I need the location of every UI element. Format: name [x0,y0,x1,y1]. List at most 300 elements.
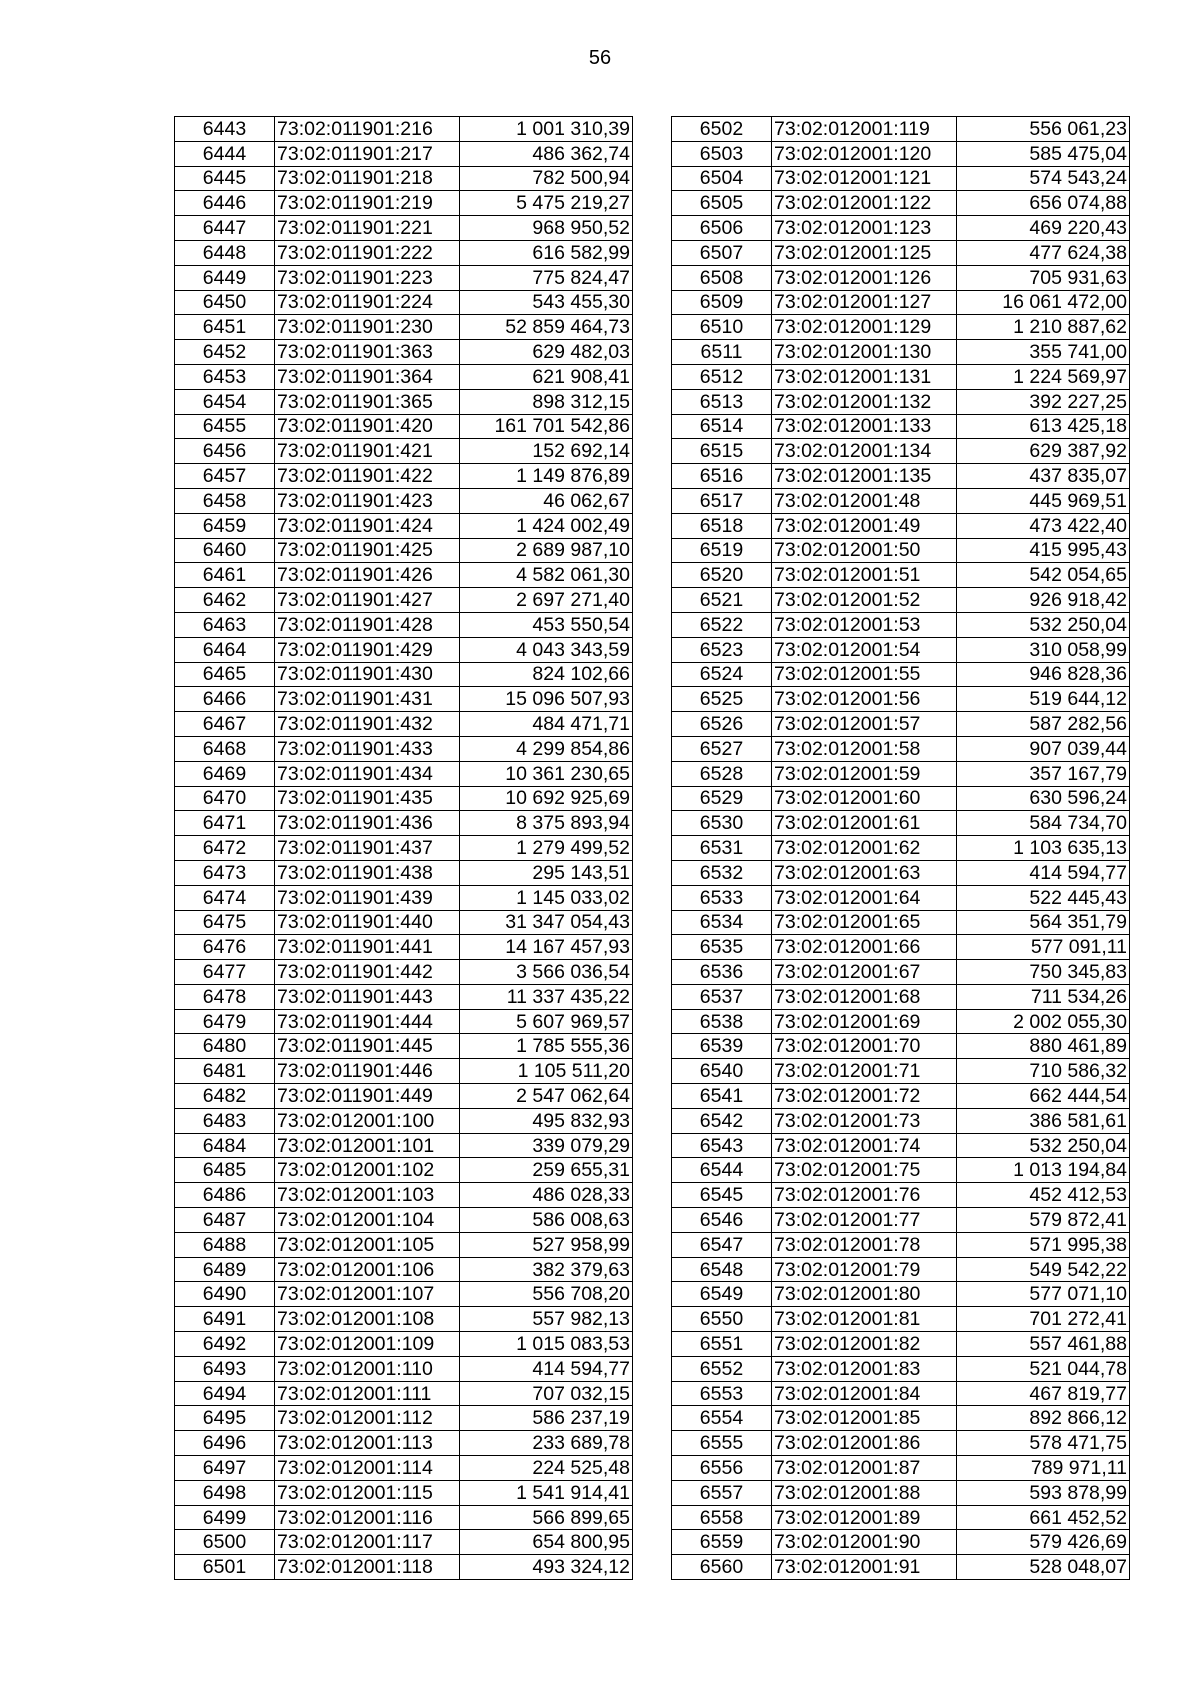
row-number-cell: 6517 [672,488,772,513]
cadastral-value-cell: 310 058,99 [957,637,1130,662]
row-number-cell: 6479 [175,1009,275,1034]
cadastral-number-cell: 73:02:012001:131 [772,364,957,389]
table-row [175,1555,633,1580]
cadastral-value-cell: 528 048,07 [957,1555,1130,1580]
row-number-cell: 6528 [672,761,772,786]
cadastral-value-cell: 1 279 499,52 [460,836,633,861]
cadastral-number-cell: 73:02:012001:86 [772,1431,957,1456]
row-number-cell: 6520 [672,563,772,588]
row-number-cell: 6489 [175,1257,275,1282]
cadastral-value-cell: 386 581,61 [957,1108,1130,1133]
table-row [175,1183,633,1208]
cadastral-value-cell: 484 471,71 [460,712,633,737]
cadastral-number-cell: 73:02:011901:449 [275,1084,460,1109]
cadastral-value-cell: 968 950,52 [460,216,633,241]
cadastral-number-cell: 73:02:012001:114 [275,1456,460,1481]
row-number-cell: 6504 [672,166,772,191]
cadastral-value-cell: 556 061,23 [957,117,1130,142]
cadastral-value-cell: 557 461,88 [957,1332,1130,1357]
table-row [672,1530,1130,1555]
cadastral-number-cell: 73:02:011901:424 [275,513,460,538]
row-number-cell: 6493 [175,1356,275,1381]
row-number-cell: 6463 [175,612,275,637]
cadastral-number-cell: 73:02:012001:129 [772,315,957,340]
cadastral-value-cell: 2 697 271,40 [460,588,633,613]
row-number-cell: 6474 [175,885,275,910]
table-row [175,191,633,216]
cadastral-number-cell: 73:02:011901:218 [275,166,460,191]
row-number-cell: 6459 [175,513,275,538]
cadastral-number-cell: 73:02:012001:55 [772,662,957,687]
row-number-cell: 6452 [175,340,275,365]
row-number-cell: 6473 [175,860,275,885]
row-number-cell: 6530 [672,811,772,836]
table-row [175,935,633,960]
row-number-cell: 6533 [672,885,772,910]
cadastral-number-cell: 73:02:012001:72 [772,1084,957,1109]
cadastral-number-cell: 73:02:011901:432 [275,712,460,737]
table-row [175,1307,633,1332]
table-row [672,464,1130,489]
table-row [175,414,633,439]
row-number-cell: 6444 [175,141,275,166]
table-row [672,340,1130,365]
table-row [672,1431,1130,1456]
cadastral-value-cell: 926 918,42 [957,588,1130,613]
cadastral-value-cell: 469 220,43 [957,216,1130,241]
table-row [672,315,1130,340]
table-row [672,885,1130,910]
row-number-cell: 6508 [672,265,772,290]
row-number-cell: 6558 [672,1505,772,1530]
cadastral-number-cell: 73:02:012001:135 [772,464,957,489]
table-row [175,1108,633,1133]
table-row [672,1257,1130,1282]
table-row [175,662,633,687]
cadastral-number-cell: 73:02:011901:223 [275,265,460,290]
row-number-cell: 6461 [175,563,275,588]
cadastral-number-cell: 73:02:012001:79 [772,1257,957,1282]
cadastral-value-cell: 473 422,40 [957,513,1130,538]
cadastral-number-cell: 73:02:012001:84 [772,1381,957,1406]
cadastral-value-cell: 339 079,29 [460,1133,633,1158]
table-row [175,538,633,563]
cadastral-number-cell: 73:02:012001:52 [772,588,957,613]
table-row [175,1208,633,1233]
cadastral-number-cell: 73:02:012001:105 [275,1232,460,1257]
row-number-cell: 6494 [175,1381,275,1406]
cadastral-number-cell: 73:02:012001:85 [772,1406,957,1431]
table-row [175,290,633,315]
cadastral-value-cell: 414 594,77 [460,1356,633,1381]
table-row [672,1034,1130,1059]
row-number-cell: 6464 [175,637,275,662]
cadastral-number-cell: 73:02:012001:108 [275,1307,460,1332]
row-number-cell: 6534 [672,910,772,935]
table-row [672,191,1130,216]
row-number-cell: 6538 [672,1009,772,1034]
table-row [672,860,1130,885]
table-row [175,1034,633,1059]
table-row [672,1009,1130,1034]
row-number-cell: 6471 [175,811,275,836]
cadastral-value-cell: 161 701 542,86 [460,414,633,439]
cadastral-number-cell: 73:02:011901:224 [275,290,460,315]
cadastral-value-cell: 571 995,38 [957,1232,1130,1257]
row-number-cell: 6541 [672,1084,772,1109]
table-row [175,860,633,885]
cadastral-number-cell: 73:02:011901:221 [275,216,460,241]
cadastral-value-cell: 453 550,54 [460,612,633,637]
cadastral-number-cell: 73:02:012001:68 [772,984,957,1009]
table-row [175,117,633,142]
cadastral-value-cell: 445 969,51 [957,488,1130,513]
cadastral-number-cell: 73:02:012001:88 [772,1480,957,1505]
row-number-cell: 6516 [672,464,772,489]
cadastral-value-cell: 10 361 230,65 [460,761,633,786]
cadastral-number-cell: 73:02:012001:80 [772,1282,957,1307]
row-number-cell: 6469 [175,761,275,786]
row-number-cell: 6515 [672,439,772,464]
register-table-left [174,116,633,1580]
table-row [672,1108,1130,1133]
table-row [672,488,1130,513]
table-row [672,117,1130,142]
row-number-cell: 6495 [175,1406,275,1431]
table-row [672,612,1130,637]
table-row [175,439,633,464]
table-row [672,662,1130,687]
cadastral-value-cell: 557 982,13 [460,1307,633,1332]
cadastral-value-cell: 707 032,15 [460,1381,633,1406]
cadastral-number-cell: 73:02:012001:62 [772,836,957,861]
table-row [175,464,633,489]
cadastral-value-cell: 1 785 555,36 [460,1034,633,1059]
cadastral-number-cell: 73:02:011901:442 [275,960,460,985]
cadastral-number-cell: 73:02:011901:426 [275,563,460,588]
table-row [175,265,633,290]
cadastral-number-cell: 73:02:011901:446 [275,1059,460,1084]
row-number-cell: 6445 [175,166,275,191]
cadastral-number-cell: 73:02:012001:120 [772,141,957,166]
row-number-cell: 6483 [175,1108,275,1133]
table-row [672,166,1130,191]
row-number-cell: 6550 [672,1307,772,1332]
row-number-cell: 6501 [175,1555,275,1580]
row-number-cell: 6498 [175,1480,275,1505]
cadastral-number-cell: 73:02:012001:71 [772,1059,957,1084]
cadastral-number-cell: 73:02:012001:82 [772,1332,957,1357]
table-row [175,960,633,985]
row-number-cell: 6521 [672,588,772,613]
cadastral-value-cell: 527 958,99 [460,1232,633,1257]
table-row [672,364,1130,389]
cadastral-number-cell: 73:02:011901:441 [275,935,460,960]
row-number-cell: 6537 [672,984,772,1009]
row-number-cell: 6480 [175,1034,275,1059]
cadastral-value-cell: 1 541 914,41 [460,1480,633,1505]
table-row [672,1084,1130,1109]
row-number-cell: 6552 [672,1356,772,1381]
row-number-cell: 6475 [175,910,275,935]
table-row [175,910,633,935]
cadastral-value-cell: 1 105 511,20 [460,1059,633,1084]
row-number-cell: 6491 [175,1307,275,1332]
cadastral-number-cell: 73:02:012001:126 [772,265,957,290]
cadastral-value-cell: 46 062,67 [460,488,633,513]
cadastral-value-cell: 880 461,89 [957,1034,1130,1059]
cadastral-value-cell: 574 543,24 [957,166,1130,191]
cadastral-number-cell: 73:02:012001:101 [275,1133,460,1158]
cadastral-value-cell: 233 689,78 [460,1431,633,1456]
cadastral-number-cell: 73:02:011901:428 [275,612,460,637]
cadastral-value-cell: 477 624,38 [957,240,1130,265]
table-row [672,910,1130,935]
cadastral-number-cell: 73:02:011901:421 [275,439,460,464]
row-number-cell: 6462 [175,588,275,613]
cadastral-value-cell: 907 039,44 [957,736,1130,761]
cadastral-value-cell: 543 455,30 [460,290,633,315]
cadastral-number-cell: 73:02:011901:219 [275,191,460,216]
cadastral-value-cell: 10 692 925,69 [460,786,633,811]
table-row [175,712,633,737]
table-row [175,1059,633,1084]
cadastral-value-cell: 1 103 635,13 [957,836,1130,861]
cadastral-number-cell: 73:02:012001:110 [275,1356,460,1381]
cadastral-number-cell: 73:02:012001:78 [772,1232,957,1257]
cadastral-number-cell: 73:02:012001:70 [772,1034,957,1059]
cadastral-value-cell: 661 452,52 [957,1505,1130,1530]
cadastral-number-cell: 73:02:012001:90 [772,1530,957,1555]
cadastral-value-cell: 946 828,36 [957,662,1130,687]
cadastral-number-cell: 73:02:012001:48 [772,488,957,513]
row-number-cell: 6486 [175,1183,275,1208]
cadastral-number-cell: 73:02:012001:61 [772,811,957,836]
cadastral-value-cell: 564 351,79 [957,910,1130,935]
table-row [672,1208,1130,1233]
cadastral-value-cell: 750 345,83 [957,960,1130,985]
table-row [672,414,1130,439]
row-number-cell: 6560 [672,1555,772,1580]
cadastral-number-cell: 73:02:011901:230 [275,315,460,340]
cadastral-number-cell: 73:02:011901:217 [275,141,460,166]
table-row [672,538,1130,563]
cadastral-number-cell: 73:02:012001:121 [772,166,957,191]
row-number-cell: 6470 [175,786,275,811]
cadastral-number-cell: 73:02:012001:115 [275,1480,460,1505]
cadastral-number-cell: 73:02:012001:60 [772,786,957,811]
cadastral-value-cell: 259 655,31 [460,1158,633,1183]
cadastral-value-cell: 662 444,54 [957,1084,1130,1109]
table-row [672,1505,1130,1530]
cadastral-value-cell: 3 566 036,54 [460,960,633,985]
row-number-cell: 6513 [672,389,772,414]
row-number-cell: 6546 [672,1208,772,1233]
cadastral-value-cell: 621 908,41 [460,364,633,389]
row-number-cell: 6518 [672,513,772,538]
row-number-cell: 6509 [672,290,772,315]
cadastral-number-cell: 73:02:011901:444 [275,1009,460,1034]
cadastral-number-cell: 73:02:011901:363 [275,340,460,365]
cadastral-value-cell: 654 800,95 [460,1530,633,1555]
cadastral-number-cell: 73:02:012001:58 [772,736,957,761]
cadastral-value-cell: 556 708,20 [460,1282,633,1307]
row-number-cell: 6519 [672,538,772,563]
row-number-cell: 6481 [175,1059,275,1084]
table-row [672,563,1130,588]
table-row [175,1356,633,1381]
cadastral-number-cell: 73:02:012001:66 [772,935,957,960]
row-number-cell: 6529 [672,786,772,811]
cadastral-number-cell: 73:02:011901:216 [275,117,460,142]
cadastral-number-cell: 73:02:012001:91 [772,1555,957,1580]
cadastral-number-cell: 73:02:012001:111 [275,1381,460,1406]
row-number-cell: 6443 [175,117,275,142]
cadastral-value-cell: 566 899,65 [460,1505,633,1530]
cadastral-number-cell: 73:02:011901:425 [275,538,460,563]
row-number-cell: 6458 [175,488,275,513]
cadastral-number-cell: 73:02:012001:57 [772,712,957,737]
table-row [175,1332,633,1357]
cadastral-value-cell: 782 500,94 [460,166,633,191]
row-number-cell: 6505 [672,191,772,216]
row-number-cell: 6460 [175,538,275,563]
cadastral-number-cell: 73:02:012001:54 [772,637,957,662]
table-row [672,1381,1130,1406]
cadastral-value-cell: 355 741,00 [957,340,1130,365]
cadastral-value-cell: 593 878,99 [957,1480,1130,1505]
cadastral-number-cell: 73:02:011901:434 [275,761,460,786]
cadastral-value-cell: 705 931,63 [957,265,1130,290]
row-number-cell: 6512 [672,364,772,389]
table-row [175,1084,633,1109]
row-number-cell: 6539 [672,1034,772,1059]
cadastral-value-cell: 542 054,65 [957,563,1130,588]
table-row [672,687,1130,712]
row-number-cell: 6511 [672,340,772,365]
table-row [672,141,1130,166]
cadastral-value-cell: 357 167,79 [957,761,1130,786]
table-row [672,786,1130,811]
cadastral-number-cell: 73:02:012001:107 [275,1282,460,1307]
cadastral-value-cell: 4 043 343,59 [460,637,633,662]
table-row [672,240,1130,265]
table-row [672,1332,1130,1357]
cadastral-number-cell: 73:02:012001:83 [772,1356,957,1381]
row-number-cell: 6477 [175,960,275,985]
table-row [672,1158,1130,1183]
table-row [175,1505,633,1530]
cadastral-number-cell: 73:02:012001:123 [772,216,957,241]
table-row [175,687,633,712]
row-number-cell: 6485 [175,1158,275,1183]
page-number: 56 [588,47,612,69]
cadastral-value-cell: 152 692,14 [460,439,633,464]
cadastral-value-cell: 495 832,93 [460,1108,633,1133]
table-row [175,166,633,191]
row-number-cell: 6490 [175,1282,275,1307]
cadastral-value-cell: 224 525,48 [460,1456,633,1481]
table-row [175,563,633,588]
row-number-cell: 6503 [672,141,772,166]
cadastral-number-cell: 73:02:011901:431 [275,687,460,712]
table-row [175,1406,633,1431]
cadastral-value-cell: 522 445,43 [957,885,1130,910]
table-row [672,439,1130,464]
cadastral-number-cell: 73:02:012001:122 [772,191,957,216]
cadastral-number-cell: 73:02:011901:435 [275,786,460,811]
cadastral-number-cell: 73:02:011901:445 [275,1034,460,1059]
row-number-cell: 6500 [175,1530,275,1555]
row-number-cell: 6549 [672,1282,772,1307]
row-number-cell: 6507 [672,240,772,265]
row-number-cell: 6484 [175,1133,275,1158]
cadastral-value-cell: 15 096 507,93 [460,687,633,712]
cadastral-value-cell: 613 425,18 [957,414,1130,439]
row-number-cell: 6497 [175,1456,275,1481]
cadastral-value-cell: 579 872,41 [957,1208,1130,1233]
table-row [672,984,1130,1009]
table-row [672,761,1130,786]
cadastral-number-cell: 73:02:011901:427 [275,588,460,613]
cadastral-number-cell: 73:02:012001:117 [275,1530,460,1555]
cadastral-number-cell: 73:02:011901:222 [275,240,460,265]
cadastral-number-cell: 73:02:011901:443 [275,984,460,1009]
table-row [175,885,633,910]
table-row [175,736,633,761]
cadastral-value-cell: 711 534,26 [957,984,1130,1009]
cadastral-number-cell: 73:02:012001:74 [772,1133,957,1158]
cadastral-value-cell: 532 250,04 [957,612,1130,637]
cadastral-value-cell: 486 362,74 [460,141,633,166]
row-number-cell: 6526 [672,712,772,737]
row-number-cell: 6487 [175,1208,275,1233]
table-row [175,1381,633,1406]
table-row [175,637,633,662]
row-number-cell: 6545 [672,1183,772,1208]
table-row [672,1555,1130,1580]
row-number-cell: 6547 [672,1232,772,1257]
cadastral-number-cell: 73:02:012001:102 [275,1158,460,1183]
row-number-cell: 6527 [672,736,772,761]
row-number-cell: 6502 [672,117,772,142]
cadastral-value-cell: 1 424 002,49 [460,513,633,538]
cadastral-value-cell: 577 071,10 [957,1282,1130,1307]
row-number-cell: 6453 [175,364,275,389]
cadastral-value-cell: 824 102,66 [460,662,633,687]
cadastral-value-cell: 8 375 893,94 [460,811,633,836]
cadastral-value-cell: 4 299 854,86 [460,736,633,761]
row-number-cell: 6468 [175,736,275,761]
cadastral-number-cell: 73:02:012001:116 [275,1505,460,1530]
table-row [672,736,1130,761]
row-number-cell: 6510 [672,315,772,340]
table-row [175,1431,633,1456]
table-row [175,1232,633,1257]
row-number-cell: 6465 [175,662,275,687]
cadastral-number-cell: 73:02:011901:437 [275,836,460,861]
row-number-cell: 6466 [175,687,275,712]
cadastral-value-cell: 415 995,43 [957,538,1130,563]
row-number-cell: 6540 [672,1059,772,1084]
cadastral-value-cell: 1 145 033,02 [460,885,633,910]
cadastral-number-cell: 73:02:012001:104 [275,1208,460,1233]
cadastral-value-cell: 2 689 987,10 [460,538,633,563]
table-row [672,1059,1130,1084]
cadastral-value-cell: 437 835,07 [957,464,1130,489]
cadastral-number-cell: 73:02:012001:75 [772,1158,957,1183]
cadastral-number-cell: 73:02:012001:100 [275,1108,460,1133]
